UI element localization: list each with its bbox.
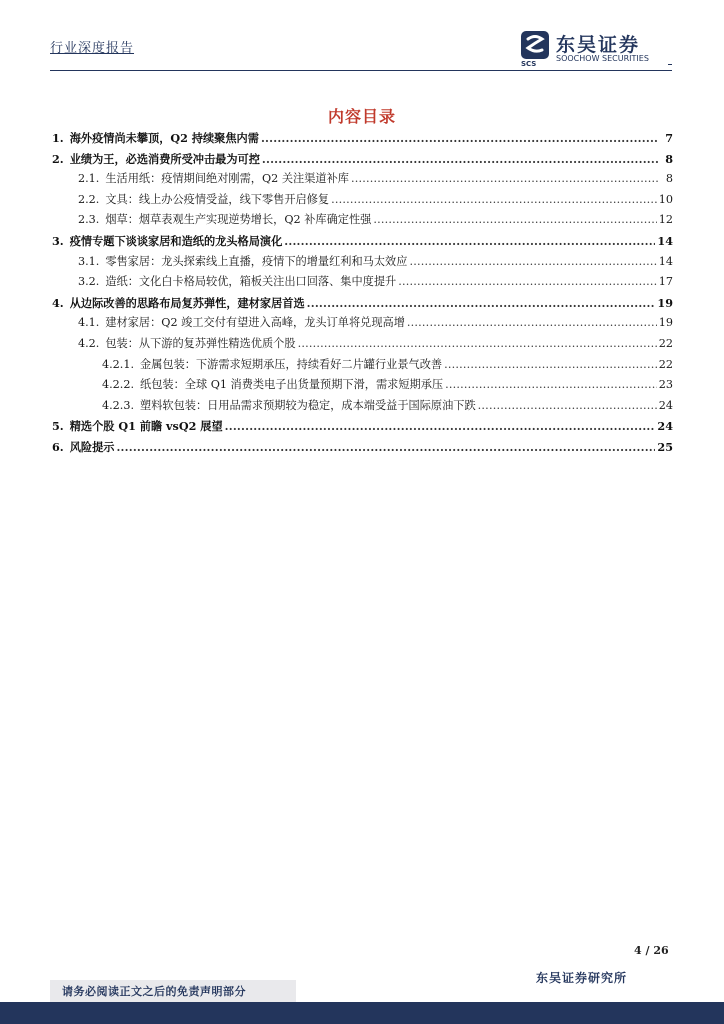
toc-entry-number: 2. [52,151,64,166]
toc-leader-dots [307,293,656,314]
toc-entry[interactable] [52,149,673,170]
toc-entry[interactable] [52,231,673,252]
toc-entry-page: 10 [658,192,673,206]
toc-leader-dots [262,149,659,170]
toc-entry[interactable] [52,437,673,458]
toc-entry-number: 4.1. [78,316,100,330]
toc-entry-number: 4.2.3. [102,398,135,412]
toc-entry[interactable] [52,169,673,190]
toc-entry-title: 从边际改善的思路布局复苏弹性，建材家居首选 [69,295,305,310]
toc-leader-dots [407,313,657,334]
toc-leader-dots [478,396,657,417]
logo-mark-icon [520,30,550,60]
toc-entry-title: 纸包装：全球 Q1 消费类电子出货量预期下滑，需求短期承压 [140,378,444,392]
logo-english-name: SOOCHOW SECURITIES [556,54,649,63]
toc-entry-title: 风险提示 [69,439,115,454]
toc-entry-title: 烟草：烟草表观生产实现逆势增长，Q2 补库确定性强 [105,213,372,227]
toc-leader-dots [373,210,656,231]
page-number: 4 / 26 [634,944,669,957]
toc-entry[interactable] [52,375,673,396]
toc-entry-page: 14 [658,254,673,268]
toc-entry-page: 22 [658,357,673,371]
research-institute: 东吴证券研究所 [536,971,628,985]
toc-entry-title: 海外疫情尚未攀顶，Q2 持续聚焦内需 [69,131,259,145]
toc-entry[interactable] [52,210,673,231]
toc-entry-page: 22 [658,336,673,350]
toc-leader-dots [398,272,657,293]
toc-entry-title: 金属包装：下游需求短期承压，持续看好二片罐行业景气改善 [140,357,443,371]
toc-entry-number: 2.2. [78,192,100,206]
logo-scs-text: SCS [521,60,537,68]
toc-leader-dots [284,231,655,252]
toc-entry-page: 24 [657,419,673,434]
header-divider [50,70,672,71]
toc-leader-dots [444,355,657,376]
toc-entry[interactable] [52,334,673,355]
toc-entry-number: 3.1. [78,254,100,268]
toc-entry[interactable] [52,252,673,273]
toc-entry-number: 2.1. [78,172,100,186]
toc-entry-number: 4.2. [78,336,100,350]
toc-entry-page: 7 [665,131,673,145]
toc-entry[interactable] [52,313,673,334]
toc-entry-title: 疫情专题下谈谈家居和造纸的龙头格局演化 [69,233,283,248]
toc-leader-dots [261,128,659,149]
toc-entry-number: 6. [52,439,64,454]
toc-entry-title: 生活用纸：疫情期间绝对刚需，Q2 关注渠道补库 [105,172,349,186]
toc-entry-number: 4. [52,295,64,310]
toc-entry[interactable] [52,293,673,314]
toc-entry-page: 19 [657,295,673,310]
toc-entry[interactable] [52,128,673,149]
toc-entry-title: 包装：从下游的复苏弹性精选优质个股 [105,336,296,350]
toc-entry-page: 24 [658,398,673,412]
toc-leader-dots [445,375,657,396]
toc-entry-number: 4.2.1. [102,357,135,371]
logo-chinese-name: 东吴证券 [556,34,641,56]
toc-entry[interactable] [52,396,673,417]
toc-leader-dots [116,437,655,458]
table-of-contents [52,128,673,458]
toc-leader-dots [298,334,657,355]
toc-entry[interactable] [52,416,673,437]
toc-leader-dots [351,169,659,190]
toc-entry-page: 8 [665,151,673,166]
toc-entry-page: 17 [658,275,673,289]
toc-entry[interactable] [52,190,673,211]
toc-entry-number: 4.2.2. [102,378,135,392]
toc-entry[interactable] [52,272,673,293]
toc-entry-number: 5. [52,419,64,434]
company-logo [520,30,670,70]
toc-entry-page: 14 [657,233,673,248]
toc-entry-number: 1. [52,131,64,145]
toc-entry-title: 建材家居：Q2 竣工交付有望进入高峰，龙头订单将兑现高增 [105,316,405,330]
toc-entry-number: 3. [52,233,64,248]
toc-leader-dots [331,190,657,211]
toc-entry-page: 19 [658,316,673,330]
toc-entry-title: 造纸：文化白卡格局较优，箱板关注出口回落、集中度提升 [105,275,397,289]
disclaimer-notice: 请务必阅读正文之后的免责声明部分 [62,985,246,998]
toc-entry-title: 业绩为王，必选消费所受冲击最为可控 [69,151,260,166]
header-divider-tick [668,64,672,65]
toc-entry-title: 零售家居：龙头探索线上直播，疫情下的增量红利和马太效应 [105,254,408,268]
report-type-label: 行业深度报告 [50,41,135,56]
toc-entry-page: 12 [658,213,673,227]
toc-entry-title: 文具：线上办公疫情受益，线下零售开启修复 [105,192,330,206]
toc-entry-title: 塑料软包装：日用品需求预期较为稳定，成本端受益于国际原油下跌 [140,398,476,412]
toc-entry-title: 精选个股 Q1 前瞻 vsQ2 展望 [69,419,223,434]
footer-bar [0,1002,724,1024]
toc-entry[interactable] [52,355,673,376]
toc-entry-page: 8 [665,172,673,186]
toc-entry-page: 23 [658,378,673,392]
toc-leader-dots [409,252,656,273]
toc-title: 内容目录 [327,107,396,126]
toc-leader-dots [225,416,656,437]
toc-entry-number: 2.3. [78,213,100,227]
toc-entry-number: 3.2. [78,275,100,289]
toc-entry-page: 25 [657,439,673,454]
